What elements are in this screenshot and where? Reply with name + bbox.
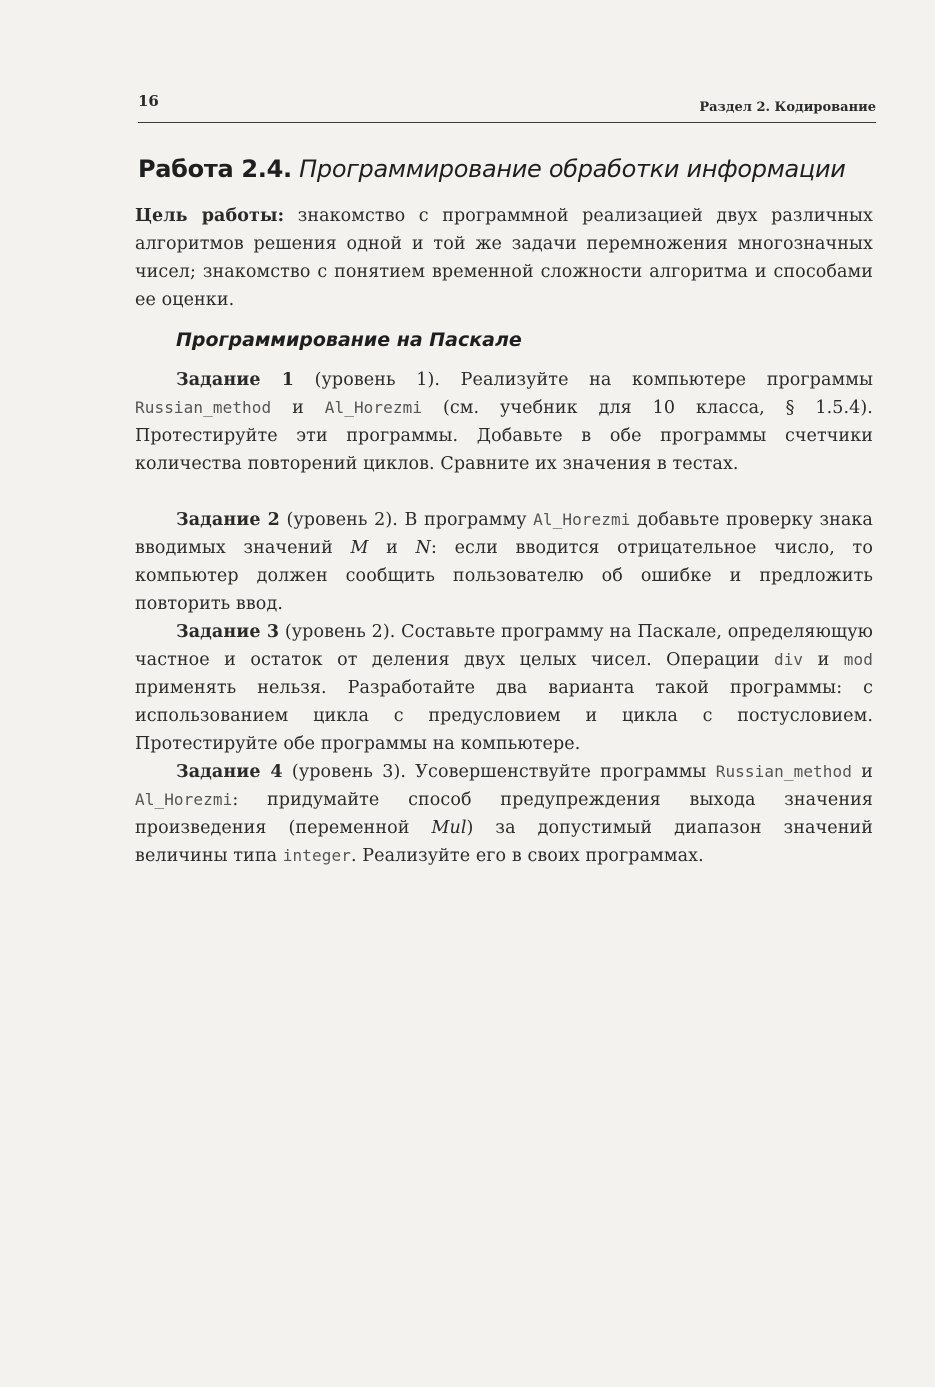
work-number: Работа 2.4. — [138, 155, 292, 183]
task-1-text: (см. учебник для 10 класса, § 1.5.4). Протестируйте эти программы. Добавьте в обе программы счетчики количества повторений циклов. Сравните их значения в тестах. — [135, 398, 873, 474]
code-al-horezmi: Al_Horezmi — [533, 510, 631, 529]
code-div: div — [773, 650, 804, 669]
var-n: N — [415, 538, 431, 558]
task-3-text: (уровень 2). Составьте программу на Паскале, определяющую частное и остаток от деления двух целых чисел. Операции — [135, 622, 874, 670]
task-1-text: и — [292, 398, 304, 418]
task-4-text: : придумайте способ предупреждения выхода значения произведения (переменной — [135, 790, 873, 838]
work-name: Программирование обработки информации — [299, 155, 846, 183]
task-2 — [135, 506, 873, 618]
task-2-text: (уровень 2). В программу — [286, 510, 527, 530]
running-header — [138, 92, 876, 123]
task-2-label: Задание 2 — [176, 510, 280, 530]
task-1-text: (уровень 1). Реализуйте на компьютере программы — [314, 370, 873, 390]
task-3-text: и — [817, 650, 830, 670]
task-3-text: применять нельзя. Разработайте два варианта такой программы: с использованием цикла с предусловием и цикла с постусловием. Протестируйте обе программы на компьютере. — [135, 678, 873, 754]
code-integer: integer — [282, 846, 351, 865]
task-2-text: и — [386, 538, 398, 558]
goal-text: знакомство с программной реализацией двух различных алгоритмов решения одной и той же задачи перемножения многозначных чисел; знакомство с понятием временной сложности алгоритма и способами ее оценки. — [135, 206, 873, 310]
task-3-label: Задание 3 — [176, 622, 280, 642]
task-2-text: : если вводится отрицательное число, то компьютер должен сообщить пользователю об ошибке и предложить повторить ввод. — [135, 538, 873, 614]
code-russian-method: Russian_method — [715, 762, 852, 781]
section-label: Раздел 2. Кодирование — [699, 100, 876, 115]
task-2-text: добавьте проверку знака вводимых значений — [135, 510, 873, 558]
task-4-label: Задание 4 — [176, 762, 283, 782]
page-number: 16 — [138, 92, 159, 110]
var-m: M — [350, 538, 369, 558]
task-3 — [135, 618, 873, 758]
task-4-text: и — [861, 762, 874, 782]
work-title — [138, 155, 898, 183]
subheading: Программирование на Паскале — [176, 329, 522, 351]
task-1 — [135, 366, 873, 478]
task-4-text: . Реализуйте его в своих программах. — [350, 846, 704, 866]
var-mul: Mul — [431, 818, 467, 838]
task-4 — [135, 758, 873, 870]
code-russian-method: Russian_method — [135, 398, 272, 417]
task-4-text: (уровень 3). Усовершенствуйте программы — [291, 762, 707, 782]
code-al-horezmi: Al_Horezmi — [324, 398, 423, 417]
code-mod: mod — [843, 650, 873, 669]
task-4-text: ) за допустимый диапазон значений величины типа — [135, 818, 873, 866]
goal-label: Цель работы: — [135, 206, 285, 226]
code-al-horezmi: Al_Horezmi — [135, 790, 233, 809]
goal-paragraph — [135, 202, 873, 314]
task-1-label: Задание 1 — [176, 370, 294, 390]
